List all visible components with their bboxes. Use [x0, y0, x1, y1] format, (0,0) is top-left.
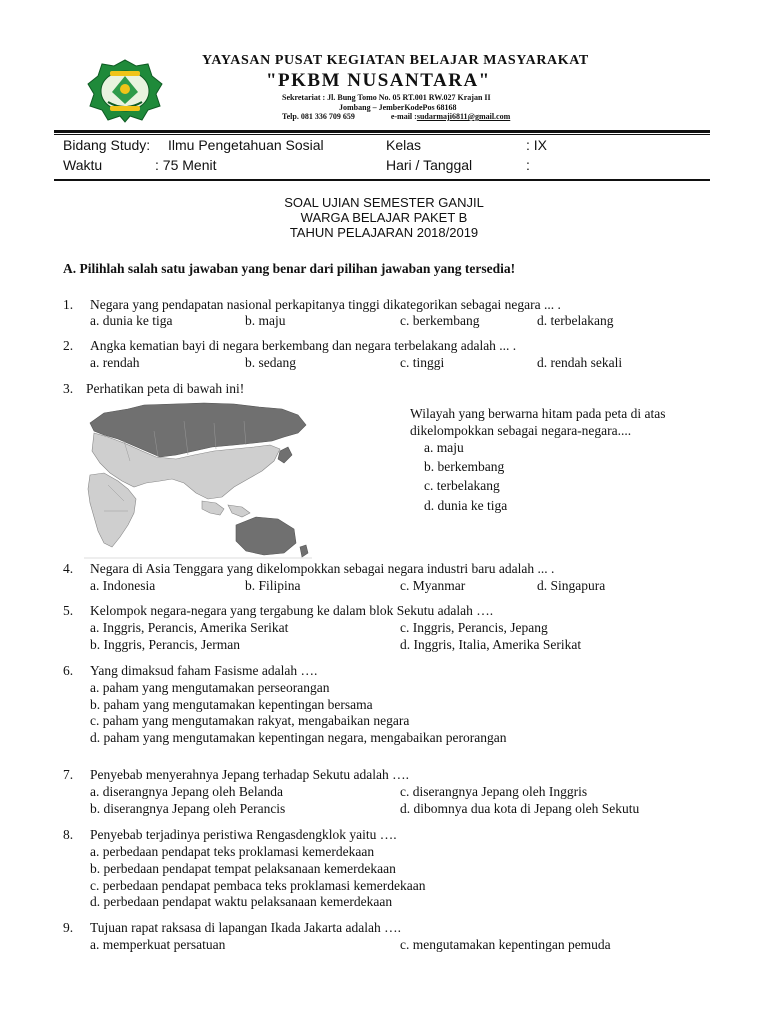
- instruction: A. Pilihlah salah satu jawaban yang benar dari pilihan jawaban yang tersedia!: [63, 261, 516, 276]
- question-3-side-text-2: dikelompokkan sebagai negara-negara....: [410, 423, 632, 438]
- question-1-option-c[interactable]: c. berkembang: [400, 313, 480, 328]
- question-3-number: 3.: [63, 381, 74, 396]
- question-2-text: Angka kematian bayi di negara berkembang dan negara terbelakang adalah ... .: [90, 338, 517, 353]
- question-1-option-b[interactable]: b. maju: [245, 313, 286, 328]
- question-2-option-a[interactable]: a. rendah: [90, 355, 140, 370]
- question-7-option-d[interactable]: d. dibomnya dua kota di Jepang oleh Sekutu: [400, 801, 640, 816]
- question-2-number: 2.: [63, 338, 74, 353]
- question-4-option-c[interactable]: c. Myanmar: [400, 578, 466, 593]
- time-value: : 75 Menit: [155, 157, 217, 173]
- email-label: e-mail :: [390, 112, 417, 121]
- question-4-option-b[interactable]: b. Filipina: [245, 578, 301, 593]
- foundation-name: YAYASAN PUSAT KEGIATAN BELAJAR MASYARAKAT: [202, 53, 589, 68]
- question-4-number: 4.: [63, 561, 74, 576]
- question-7-option-a[interactable]: a. diserangnya Jepang oleh Belanda: [90, 784, 284, 799]
- question-6-option-b[interactable]: b. paham yang mengutamakan kepentingan bersama: [90, 697, 373, 712]
- question-9-option-c[interactable]: c. mengutamakan kepentingan pemuda: [400, 937, 611, 952]
- question-8-option-b[interactable]: b. perbedaan pendapat tempat pelaksanaan kemerdekaan: [90, 861, 396, 876]
- exam-title-line-2: WARGA BELAJAR PAKET B: [300, 210, 468, 225]
- question-1-option-d[interactable]: d. terbelakang: [537, 313, 614, 328]
- question-6-number: 6.: [63, 663, 74, 678]
- question-9-text: Tujuan rapat raksasa di lapangan Ikada Jakarta adalah ….: [90, 920, 402, 935]
- school-logo: [86, 58, 164, 124]
- exam-title-line-1: SOAL UJIAN SEMESTER GANJIL: [284, 195, 484, 210]
- question-6-option-c[interactable]: c. paham yang mengutamakan rakyat, mengabaikan negara: [90, 713, 410, 728]
- subject-label: Bidang Study:: [63, 137, 151, 153]
- question-1-number: 1.: [63, 297, 74, 312]
- question-7-option-b[interactable]: b. diserangnya Jepang oleh Perancis: [90, 801, 286, 816]
- contact-line: [282, 112, 510, 121]
- question-7-number: 7.: [63, 767, 74, 782]
- question-4-option-d[interactable]: d. Singapura: [537, 578, 606, 593]
- question-5-option-d[interactable]: d. Inggris, Italia, Amerika Serikat: [400, 637, 582, 652]
- header-divider-thick: [54, 130, 710, 133]
- date-value: :: [526, 157, 530, 173]
- exam-title-line-3: TAHUN PELAJARAN 2018/2019: [289, 225, 479, 240]
- question-3-option-b[interactable]: b. berkembang: [424, 459, 505, 474]
- question-6-option-a[interactable]: a. paham yang mengutamakan perseorangan: [90, 680, 330, 695]
- question-9-number: 9.: [63, 920, 74, 935]
- subject-value: Ilmu Pengetahuan Sosial: [168, 137, 324, 153]
- question-2-option-b[interactable]: b. sedang: [245, 355, 296, 370]
- question-4-option-a[interactable]: a. Indonesia: [90, 578, 156, 593]
- date-label: Hari / Tanggal: [386, 157, 473, 173]
- world-map: [84, 401, 312, 559]
- question-8-option-a[interactable]: a. perbedaan pendapat teks proklamasi kemerdekaan: [90, 844, 375, 859]
- question-5-option-b[interactable]: b. Inggris, Perancis, Jerman: [90, 637, 240, 652]
- question-9-option-a[interactable]: a. memperkuat persatuan: [90, 937, 226, 952]
- address-line-1: Sekretariat : Jl. Bung Tomo No. 05 RT.001 RW.027 Krajan II: [282, 93, 491, 102]
- address-line-2: Jombang – JemberKodePos 68168: [339, 103, 457, 112]
- school-name: "PKBM NUSANTARA": [266, 70, 491, 91]
- question-5-number: 5.: [63, 603, 74, 618]
- email-link[interactable]: sudarmaji6811@gmail.com: [416, 112, 511, 121]
- question-5-text: Kelompok negara-negara yang tergabung ke dalam blok Sekutu adalah ….: [90, 603, 494, 618]
- question-5-option-a[interactable]: a. Inggris, Perancis, Amerika Serikat: [90, 620, 289, 635]
- question-2-option-c[interactable]: c. tinggi: [400, 355, 445, 370]
- question-3-option-a[interactable]: a. maju: [424, 440, 464, 455]
- question-6-text: Yang dimaksud faham Fasisme adalah ….: [90, 663, 318, 678]
- question-3-option-d[interactable]: d. dunia ke tiga: [424, 498, 508, 513]
- question-4-text: Negara di Asia Tenggara yang dikelompokkan sebagai negara industri baru adalah ... .: [90, 561, 555, 576]
- question-7-text: Penyebab menyerahnya Jepang terhadap Sekutu adalah ….: [90, 767, 410, 782]
- question-1-text: Negara yang pendapatan nasional perkapitanya tinggi dikategorikan sebagai negara ... .: [90, 297, 561, 312]
- class-label: Kelas: [386, 137, 422, 153]
- header-divider-thin: [54, 134, 710, 135]
- time-label: Waktu: [63, 157, 103, 173]
- question-8-option-d[interactable]: d. perbedaan pendapat waktu pelaksanaan kemerdekaan: [90, 894, 393, 909]
- question-1-option-a[interactable]: a. dunia ke tiga: [90, 313, 173, 328]
- question-7-option-c[interactable]: c. diserangnya Jepang oleh Inggris: [400, 784, 588, 799]
- question-8-option-c[interactable]: c. perbedaan pendapat pembaca teks proklamasi kemerdekaan: [90, 878, 426, 893]
- question-3-option-c[interactable]: c. terbelakang: [424, 478, 500, 493]
- question-8-number: 8.: [63, 827, 74, 842]
- question-2-option-d[interactable]: d. rendah sekali: [537, 355, 623, 370]
- info-divider: [54, 179, 710, 181]
- pkbm-emblem-icon: [86, 58, 164, 124]
- question-5-option-c[interactable]: c. Inggris, Perancis, Jepang: [400, 620, 548, 635]
- question-8-text: Penyebab terjadinya peristiwa Rengasdengklok yaitu ….: [90, 827, 397, 842]
- question-6-option-d[interactable]: d. paham yang mengutamakan kepentingan negara, mengabaikan perorangan: [90, 730, 507, 745]
- question-3-side-text-1: Wilayah yang berwarna hitam pada peta di atas: [410, 406, 666, 421]
- world-map-icon: [84, 401, 312, 559]
- question-3-text: Perhatikan peta di bawah ini!: [86, 381, 245, 396]
- class-value: : IX: [526, 137, 548, 153]
- phone-number: Telp. 081 336 709 659: [282, 112, 355, 121]
